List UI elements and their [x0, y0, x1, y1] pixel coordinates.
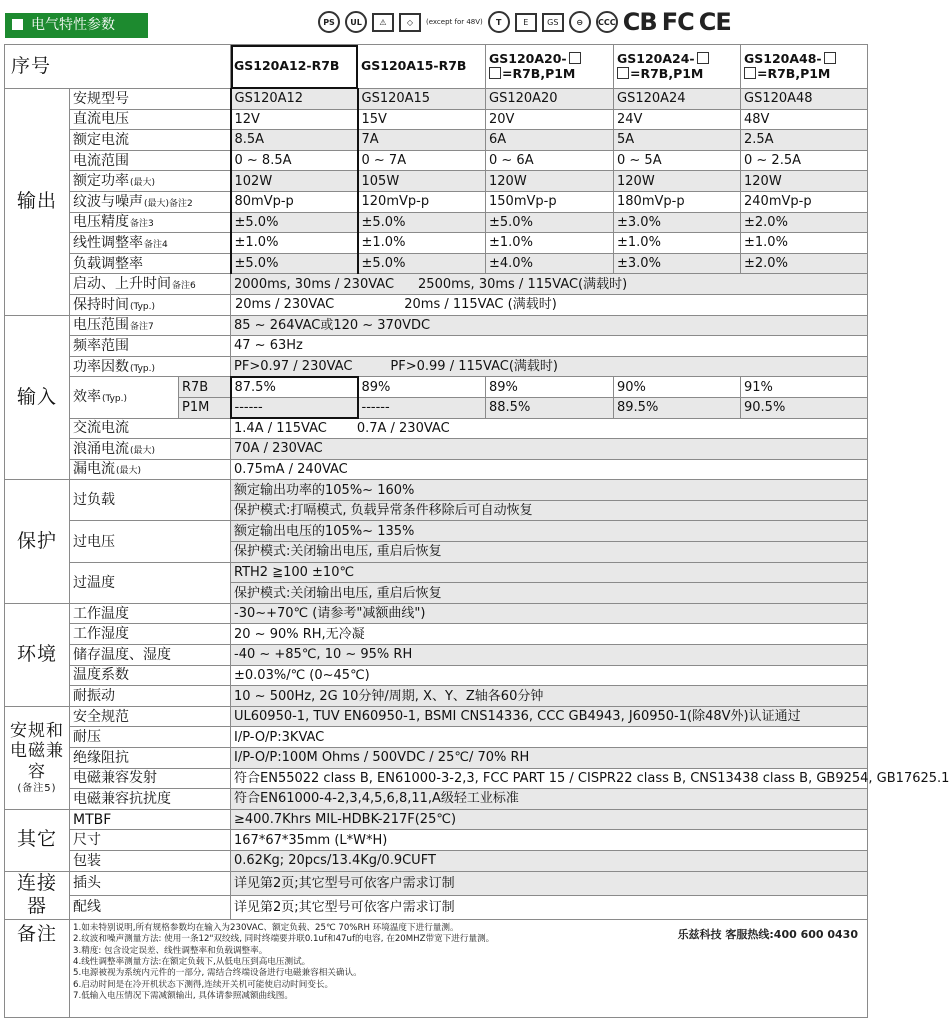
value-cell: 12V [231, 109, 358, 130]
value-cell: ±2.0% [741, 253, 868, 274]
value-cell: ±1.0% [358, 233, 486, 254]
row-label-text: MTBF [73, 811, 112, 828]
value-b: 20ms / 115VAC (满载时) [404, 297, 557, 313]
row-label-text: 漏电流 [73, 461, 115, 478]
row-label [70, 274, 231, 295]
input-row [5, 377, 868, 398]
value-cell: ±5.0% [358, 212, 486, 233]
category-conn [5, 871, 70, 920]
row-label-text: 配线 [73, 899, 101, 916]
value-cell: GS120A48 [741, 89, 868, 110]
row-label-text: 电压范围 [73, 317, 129, 334]
row-label-note: 备注3 [130, 219, 154, 230]
value-a: 2000ms, 30ms / 230VAC [234, 276, 395, 292]
row-label-text: 功率因数 [73, 358, 129, 375]
row-label-text: 交流电流 [73, 420, 129, 437]
value-cell: 6A [486, 130, 614, 151]
value-cell: 0 ~ 7A [358, 150, 486, 171]
protection-row [5, 562, 868, 583]
row-label-note: (最大)备注2 [144, 198, 193, 209]
ce-icon: CE [698, 8, 731, 36]
value-cell: 20 ~ 90% RH,无冷凝 [231, 624, 868, 645]
value-cell: -40 ~ +85℃, 10 ~ 95% RH [231, 645, 868, 666]
row-label-text: 包装 [73, 852, 101, 869]
row-label [70, 686, 231, 707]
output-row [5, 191, 868, 212]
output-row [5, 212, 868, 233]
value-cell: UL60950-1, TUV EN60950-1, BSMI CNS14336, CCC GB4943, J60950-1(除48V外)认证通过 [231, 706, 868, 727]
row-label-text: 安全规范 [73, 708, 129, 725]
row-label-text: 耐压 [73, 729, 101, 746]
value-cell: ±5.0% [486, 212, 614, 233]
row-label [70, 171, 231, 192]
category-safe [5, 706, 70, 809]
row-label-note: (Typ.) [130, 301, 156, 312]
row-label [70, 521, 231, 562]
row-label-note: 备注7 [130, 322, 154, 333]
option-box-icon [697, 52, 709, 64]
category-note: (备注5) [17, 782, 57, 794]
value-cell [231, 274, 868, 295]
value-b: 2500ms, 30ms / 115VAC(满载时) [418, 276, 628, 292]
psc-pse-icon: PS [318, 11, 340, 33]
value-b: 0.7A / 230VAC [356, 421, 450, 437]
value-cell: 8.5A [231, 130, 358, 151]
value-cell: 90% [614, 377, 741, 398]
row-label-text: 工作温度 [73, 605, 129, 622]
input-row [5, 315, 868, 336]
value-cell: ±4.0% [486, 253, 614, 274]
env-row [5, 624, 868, 645]
value-a: 1.4A / 115VAC [234, 421, 327, 437]
value-cell: 额定输出电压的105%~ 135% [231, 521, 868, 542]
row-label [70, 418, 231, 439]
row-label [70, 895, 231, 919]
value-cell: GS120A15 [358, 89, 486, 110]
value-cell: 7A [358, 130, 486, 151]
env-row [5, 686, 868, 707]
value-cell: 91% [741, 377, 868, 398]
value-cell: 0 ~ 5A [614, 150, 741, 171]
row-label [70, 130, 231, 151]
note-line: 7.低输入电压情况下需减额输出, 具体请参照减额曲线图。 [73, 990, 293, 1001]
value-cell [231, 294, 868, 315]
row-label [70, 315, 231, 336]
value-cell: ------ [358, 397, 486, 418]
safe-row [5, 748, 868, 769]
service-hotline: 乐兹科技 客服热线:400 600 0430 [677, 928, 858, 942]
efficiency-option: R7B [179, 377, 231, 398]
row-label-note: 备注6 [172, 281, 196, 292]
value-cell: 80mVp-p [231, 191, 358, 212]
option-box-icon [617, 67, 629, 79]
value-cell: ±3.0% [614, 253, 741, 274]
row-label [70, 480, 231, 521]
value-cell: ≥400.7Khrs MIL-HDBK-217F(25℃) [231, 809, 868, 830]
section-tag-label: 电气特性参数 [31, 17, 115, 33]
note-line: 6.启动时间是在冷开机状态下测得,连续开关机可能使启动时间变长。 [73, 979, 334, 990]
output-row [5, 150, 868, 171]
model-header: GS120A15-R7B [358, 45, 486, 89]
value-cell: ±1.0% [231, 233, 358, 254]
row-label-text: 额定功率 [73, 173, 129, 190]
output-row [5, 233, 868, 254]
value-cell: 105W [358, 171, 486, 192]
row-label-text: 储存温度、湿度 [73, 646, 171, 663]
row-label [70, 809, 231, 830]
option-box-icon [744, 67, 756, 79]
other-row [5, 850, 868, 871]
value-cell: ±5.0% [231, 253, 358, 274]
input-row [5, 459, 868, 480]
row-label-text: 插头 [73, 875, 101, 892]
row-label-note: 备注4 [144, 239, 168, 250]
value-cell: 167*67*35mm (L*W*H) [231, 830, 868, 851]
row-label [70, 336, 231, 357]
value-cell: ±2.0% [741, 212, 868, 233]
value-cell: 120W [486, 171, 614, 192]
value-cell: ±0.03%/℃ (0~45℃) [231, 665, 868, 686]
value-cell: 0 ~ 2.5A [741, 150, 868, 171]
value-cell: RTH2 ≧100 ±10℃ [231, 562, 868, 583]
note-line: 5.电源被视为系统内元件的一部分, 需结合终端设备进行电磁兼容相关确认。 [73, 968, 362, 979]
row-label-text: 纹波与噪声 [73, 193, 143, 210]
gs-icon: GS [542, 13, 564, 32]
row-label-text: 启动、上升时间 [73, 276, 171, 293]
value-cell: ±1.0% [741, 233, 868, 254]
value-cell: 符合EN55022 class B, EN61000-3-2,3, FCC PART 15 / CISPR22 class B, CNS13438 class B, GB9254, GB17625.1 [231, 768, 868, 789]
category-label: 连接器 [16, 871, 57, 918]
fc-icon: FC [661, 8, 694, 36]
row-label-text: 温度系数 [73, 667, 129, 684]
row-label [70, 871, 231, 895]
output-row [5, 294, 868, 315]
value-cell: ------ [231, 397, 358, 418]
value-cell [231, 418, 868, 439]
env-row [5, 645, 868, 666]
note-line: 2.纹波和噪声测量方法: 使用一条12"双绞线, 同时终端要并联0.1uf和47uf的电容, 在20MHZ带宽下进行量测。 [73, 934, 495, 945]
safe-row [5, 706, 868, 727]
output-row [5, 89, 868, 110]
row-label-note: (Typ.) [102, 394, 128, 405]
value-cell: 87.5% [231, 377, 358, 398]
conn-row [5, 871, 868, 895]
row-label [70, 706, 231, 727]
value-cell: 90.5% [741, 397, 868, 418]
row-label [70, 109, 231, 130]
row-label [70, 233, 231, 254]
value-cell: ±5.0% [231, 212, 358, 233]
output-row [5, 171, 868, 192]
row-label-note: (最大) [130, 178, 156, 189]
row-label-text: 耐振动 [73, 688, 115, 705]
model-header: GS120A12-R7B [231, 45, 358, 89]
certification-logos [318, 9, 731, 35]
row-label-text: 安规型号 [73, 90, 129, 107]
row-label-text: 直流电压 [73, 111, 129, 128]
model-header: GS120A24- =R7B,P1M [614, 45, 741, 89]
section-tag [5, 13, 148, 38]
model-header: GS120A20- =R7B,P1M [486, 45, 614, 89]
option-box-icon [824, 52, 836, 64]
category-input: 输入 [5, 315, 70, 480]
value-cell: 240mVp-p [741, 191, 868, 212]
header-label: 序号 [5, 45, 231, 89]
notes-row [5, 920, 868, 1018]
cul-us-icon: UL [345, 11, 367, 33]
value-cell: ±5.0% [358, 253, 486, 274]
input-row [5, 418, 868, 439]
output-row [5, 130, 868, 151]
row-label-text: 保持时间 [73, 296, 129, 313]
row-label [70, 645, 231, 666]
row-label [70, 439, 231, 460]
value-cell: 0.62Kg; 20pcs/13.4Kg/0.9CUFT [231, 850, 868, 871]
row-label [70, 356, 231, 377]
cb-icon: CB [622, 8, 657, 36]
protection-row [5, 521, 868, 542]
input-row [5, 439, 868, 460]
row-label [70, 603, 231, 624]
input-row [5, 336, 868, 357]
ul-note: (except for 48V) [426, 18, 483, 26]
value-cell: I/P-O/P:3KVAC [231, 727, 868, 748]
value-a: PF>0.97 / 230VAC [234, 358, 353, 374]
row-label [70, 850, 231, 871]
other-row [5, 809, 868, 830]
row-label [70, 459, 231, 480]
conn-row [5, 895, 868, 919]
value-cell [231, 356, 868, 377]
category-label: 环境 [16, 642, 57, 665]
ccc-icon: CCC [596, 11, 618, 33]
category-notes: 备注 [5, 920, 70, 1018]
option-box-icon [569, 52, 581, 64]
value-cell: I/P-O/P:100M Ohms / 500VDC / 25℃/ 70% RH [231, 748, 868, 769]
value-cell: 120W [741, 171, 868, 192]
note-line: 4.线性调整率测量方法:在额定负载下,从低电压到高电压测试。 [73, 956, 311, 967]
value-cell: 20V [486, 109, 614, 130]
row-label [70, 789, 231, 810]
value-cell: GS120A12 [231, 89, 358, 110]
row-label [70, 89, 231, 110]
page-header [0, 0, 871, 42]
row-label-note: (Typ.) [130, 363, 156, 374]
energy-label-icon: E [515, 13, 537, 32]
value-cell: 120W [614, 171, 741, 192]
spec-table [4, 44, 949, 1018]
row-label [70, 377, 179, 418]
value-cell: 符合EN61000-4-2,3,4,5,6,8,11,A级轻工业标准 [231, 789, 868, 810]
row-label-text: 频率范围 [73, 337, 129, 354]
row-label [70, 768, 231, 789]
bsmi-icon: ⊖ [569, 11, 591, 33]
row-label-text: 线性调整率 [73, 234, 143, 251]
value-cell: 89% [486, 377, 614, 398]
row-label-text: 过负载 [73, 492, 115, 509]
category-env [5, 603, 70, 706]
value-cell: 89.5% [614, 397, 741, 418]
value-cell: ±1.0% [614, 233, 741, 254]
row-label-text: 电压精度 [73, 214, 129, 231]
category-label: 其它 [16, 828, 57, 851]
row-label [70, 562, 231, 603]
value-cell: 额定输出功率的105%~ 160% [231, 480, 868, 501]
value-cell: 保护模式:关闭输出电压, 重启后恢复 [231, 542, 868, 563]
value-cell: GS120A24 [614, 89, 741, 110]
safe-row [5, 768, 868, 789]
category-label: 安规和电磁兼容 [10, 720, 64, 783]
tuv-icon: T [488, 11, 510, 33]
row-label-note: (最大) [116, 466, 142, 477]
output-row [5, 109, 868, 130]
value-cell: 保护模式:关闭输出电压, 重启后恢复 [231, 583, 868, 604]
row-label-text: 负载调整率 [73, 255, 143, 272]
env-row [5, 665, 868, 686]
value-cell: 5A [614, 130, 741, 151]
value-cell: ±1.0% [486, 233, 614, 254]
row-label [70, 665, 231, 686]
value-cell: 120mVp-p [358, 191, 486, 212]
table-header-row [5, 45, 868, 89]
row-label-text: 电流范围 [73, 152, 129, 169]
row-label [70, 830, 231, 851]
option-box-icon [489, 67, 501, 79]
value-cell: 70A / 230VAC [231, 439, 868, 460]
value-cell: 102W [231, 171, 358, 192]
efficiency-option: P1M [179, 397, 231, 418]
note-line: 3.精度: 包含设定误差、线性调整率和负载调整率。 [73, 945, 268, 956]
row-label-text: 效率 [73, 389, 101, 406]
value-cell: 0 ~ 6A [486, 150, 614, 171]
value-cell: 150mVp-p [486, 191, 614, 212]
category-output: 输出 [5, 89, 70, 316]
output-row [5, 274, 868, 295]
row-label-text: 电磁兼容抗扰度 [73, 790, 171, 807]
value-cell: 0.75mA / 240VAC [231, 459, 868, 480]
category-protection: 保护 [5, 480, 70, 604]
value-cell: 180mVp-p [614, 191, 741, 212]
row-label [70, 253, 231, 274]
diamond-mark-icon: ◇ [399, 13, 421, 32]
row-label [70, 212, 231, 233]
model-header: GS120A48- =R7B,P1M [741, 45, 868, 89]
value-cell: 85 ~ 264VAC或120 ~ 370VDC [231, 315, 868, 336]
input-row [5, 356, 868, 377]
value-cell: 15V [358, 109, 486, 130]
other-row [5, 830, 868, 851]
row-label [70, 150, 231, 171]
safe-row [5, 727, 868, 748]
value-cell: 88.5% [486, 397, 614, 418]
warning-triangle-icon: ⚠ [372, 13, 394, 32]
row-label [70, 624, 231, 645]
value-a: 20ms / 230VAC [235, 297, 335, 313]
output-row [5, 253, 868, 274]
value-cell: 0 ~ 8.5A [231, 150, 358, 171]
value-cell: 详见第2页;其它型号可依客户需求订制 [231, 895, 868, 919]
value-cell: GS120A20 [486, 89, 614, 110]
safe-row [5, 789, 868, 810]
env-row [5, 603, 868, 624]
value-cell: 89% [358, 377, 486, 398]
row-label [70, 191, 231, 212]
row-label [70, 294, 231, 315]
row-label-text: 过电压 [73, 533, 115, 550]
value-cell: -30~+70℃ (请参考"减额曲线") [231, 603, 868, 624]
value-cell: 24V [614, 109, 741, 130]
row-label [70, 727, 231, 748]
row-label-text: 额定电流 [73, 131, 129, 148]
category-other [5, 809, 70, 871]
value-cell: 47 ~ 63Hz [231, 336, 868, 357]
row-label-text: 浪涌电流 [73, 440, 129, 457]
row-label-note: (最大) [130, 445, 156, 456]
value-cell: 10 ~ 500Hz, 2G 10分钟/周期, X、Y、Z轴各60分钟 [231, 686, 868, 707]
value-cell: ±3.0% [614, 212, 741, 233]
row-label-text: 工作湿度 [73, 626, 129, 643]
value-b: PF>0.99 / 115VAC(满载时) [390, 358, 558, 374]
note-line: 1.如未特别说明,所有规格参数均在输入为230VAC、额定负载、25℃ 70%RH 环境温度下进行量测。 [73, 923, 459, 934]
row-label [70, 748, 231, 769]
square-bullet-icon [12, 19, 23, 30]
value-cell: 2.5A [741, 130, 868, 151]
row-label-text: 电磁兼容发射 [73, 770, 157, 787]
row-label-text: 尺寸 [73, 832, 101, 849]
value-cell: 详见第2页;其它型号可依客户需求订制 [231, 871, 868, 895]
row-label-text: 绝缘阻抗 [73, 749, 129, 766]
protection-row [5, 480, 868, 501]
value-cell: 保护模式:打嗝模式, 负载异常条件移除后可自动恢复 [231, 500, 868, 521]
value-cell: 48V [741, 109, 868, 130]
row-label-text: 过温度 [73, 574, 115, 591]
notes-content [70, 920, 868, 1018]
